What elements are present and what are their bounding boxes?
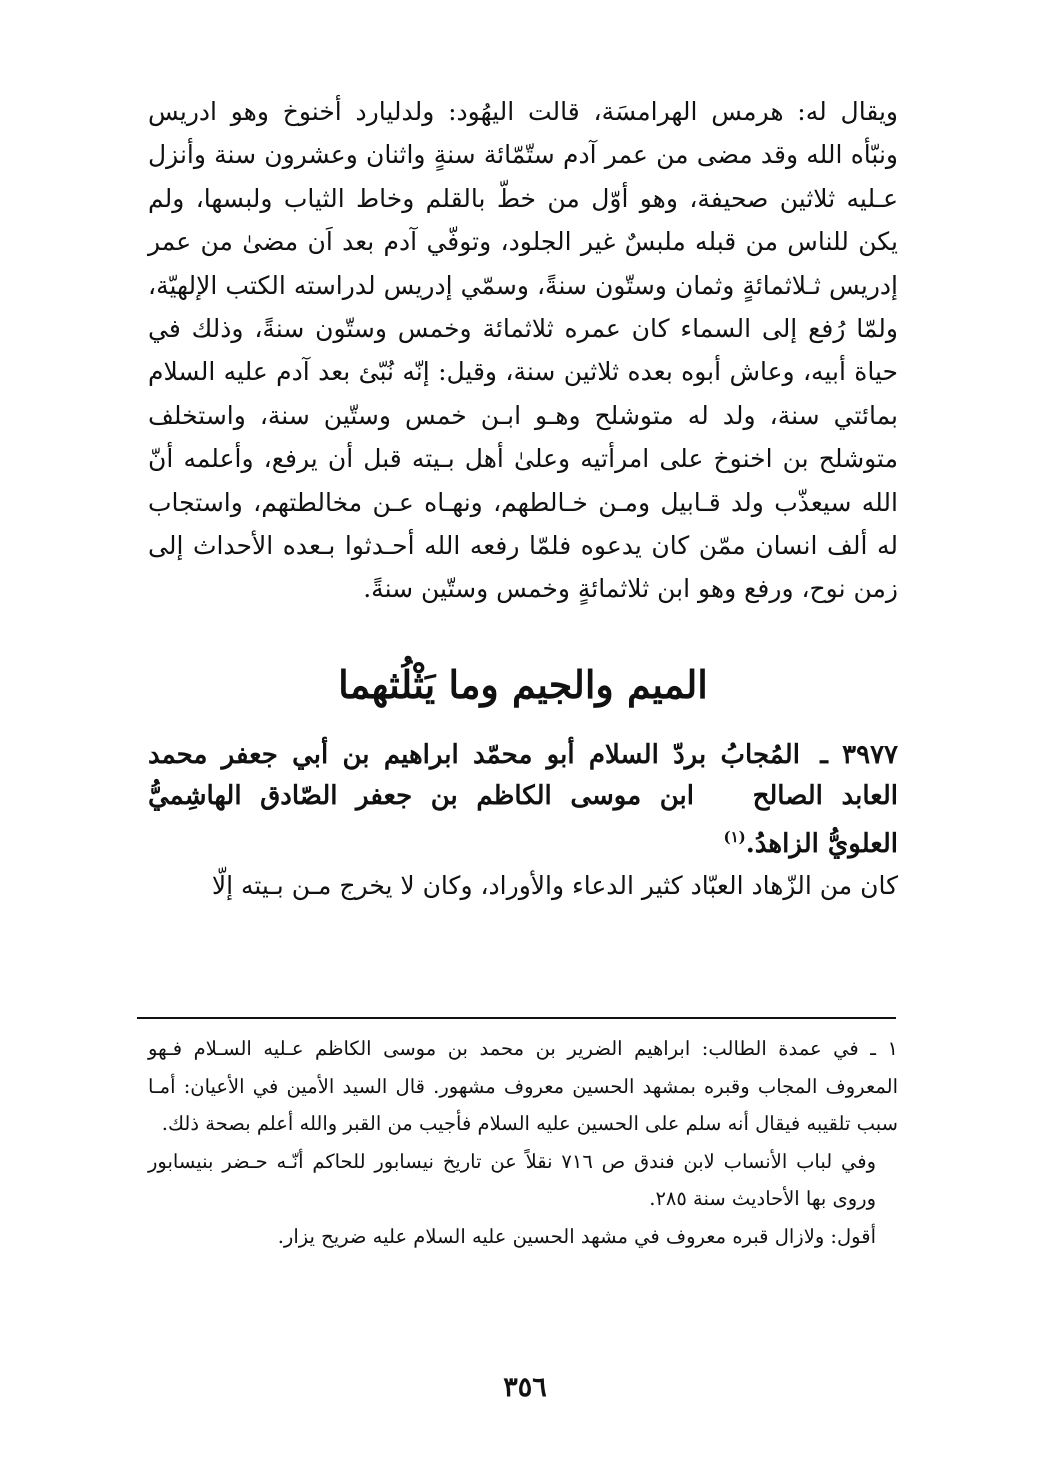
main-text [148,90,898,611]
entry-number: ٣٩٧٧ ـ [820,739,898,770]
footnote-2: وفي لباب الأنساب لابن فندق ص ٧١٦ نقلاً عن تاريخ نيسابور للحاكم أنّـه حـضر بنيسابور وروى بها الأحاديث سنة ٢٨٥. [148,1149,876,1210]
page-number: ٣٥٦ [503,1372,547,1403]
footnotes [148,1030,898,1255]
footnote-3: أقول: ولازال قبره معروف في مشهد الحسين عليه السلام عليه ضريح يزار. [277,1224,876,1248]
footnote-1: ١ ـ في عمدة الطالب: ابراهيم الضرير بن محمد بن موسى الكاظم عـليه السـلام فـهو المعروف المجاب وقبره بمشهد الحسين معروف مشهور. قال السيد الأمين في الأعيان: أمـا سبب تلقيبه فيقال أنه سلم على الحسين عليه السلام فأجيب من القبر والله أعلم بصحة ذلك. [148,1037,898,1135]
footnote-divider [137,1017,896,1019]
main-paragraph: ويقال له: هرمس الهرامسَة، قالت اليهُود: ولدليارد أخنوخ وهو ادريس ونبّأه الله وقد مضى من عمر آدم ستّمّائة سنةٍ واثنان وعشرون سنة وأنزل عـليه ثلاثين صحيفة، وهو أوّل من خطّ بالقلم وخاط الثياب ولبسها، ولم يكن للناس من قبله ملبسٌ غير الجلود، وتوفّي آدم بعد اَن مضىٰ من عمر إدريس ثـلاثمائةٍ وثمان وستّون سنةً، وسمّي إدريس لدراسته الكتب الإلهيّة، ولمّا رُفع إلى السماء كان عمره ثلاثمائة وخمس وستّون سنةً، وذلك في حياة أبيه، وعاش أبوه بعده ثلاثين سنة، وقيل: إنّه نُبّئ بعد آدم عليه السلام بمائتي سنة، ولد له متوشلح وهـو ابـن خمس وستّين سنة، واستخلف متوشلح بن اخنوخ على امرأتيه وعلىٰ أهل بـيته قبل أن يرفع، وأعلمه أنّ الله سيعذّب ولد قـابيل ومـن خـالطهم، ونهـاه عـن مخالطتهم، واستجاب له ألف انسان ممّن كان يدعوه فلمّا رفعه الله أحـدثوا بـعده الأحداث إلى زمن نوح، ورفع وهو ابن ثلاثمائةٍ وخمس وستّين سنةً. [148,97,898,604]
entry-heading-line1: المُجابُ بردّ السلام أبو محمّد ابراهيم بن أبي جعفر محمد العابد الصالح [148,739,898,811]
section-title: الميم والجيم وما يَثْلُثهما [338,661,708,707]
entry-body: كان من الزّهاد العبّاد كثير الدعاء والأوراد، وكان لا يخرج مـن بـيته إلّا [211,870,898,900]
footnote-ref[interactable]: (١) [723,827,746,846]
entry-heading [148,735,898,865]
entry-heading-line2: ابن موسى الكاظم بن جعفر الصّادق الهاشِميُّ العلويُّ الزاهدُ. [148,780,898,859]
biography-entry [148,735,898,907]
page-body [148,90,898,907]
